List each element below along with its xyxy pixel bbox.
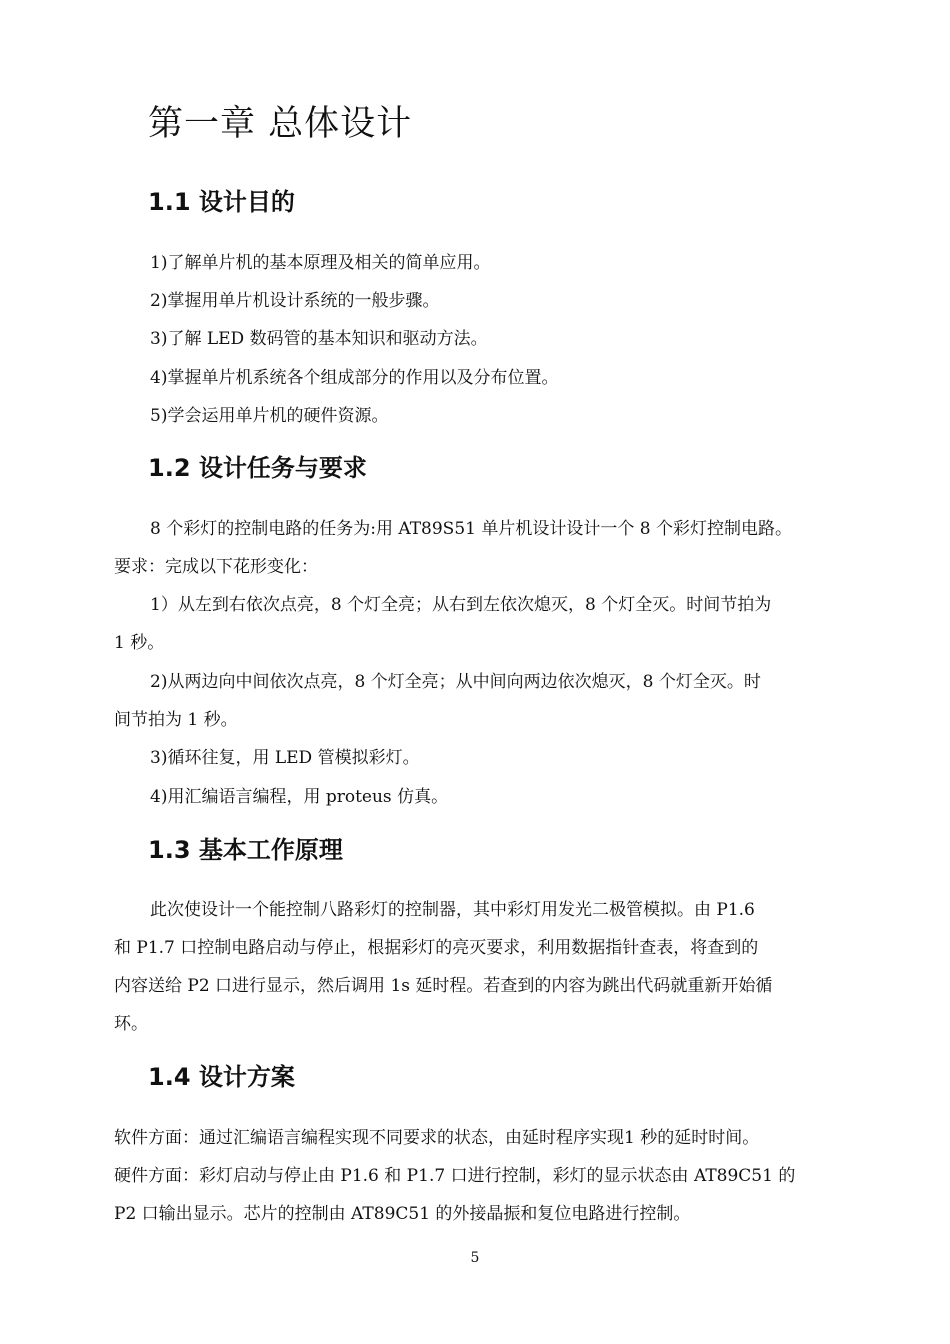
paragraph-line: 和 P1.7 口控制电路启动与停止，根据彩灯的亮灭要求，利用数据指针查表，将查到的 bbox=[114, 938, 759, 958]
paragraph-line: 4)用汇编语言编程，用 proteus 仿真。 bbox=[150, 787, 449, 807]
paragraph-line: 3)了解 LED 数码管的基本知识和驱动方法。 bbox=[150, 329, 488, 349]
paragraph-line: 1)了解单片机的基本原理及相关的简单应用。 bbox=[150, 253, 491, 273]
paragraph-line: 2)从两边向中间依次点亮，8 个灯全亮；从中间向两边依次熄灭，8 个灯全灭。时 bbox=[150, 672, 761, 692]
paragraph-line: 2)掌握用单片机设计系统的一般步骤。 bbox=[150, 291, 440, 311]
chapter-title: 第一章 总体设计 bbox=[148, 104, 413, 144]
paragraph-line: 1 秒。 bbox=[114, 633, 165, 653]
section-heading-1-1: 1.1 设计目的 bbox=[148, 188, 295, 216]
paragraph-line: 软件方面：通过汇编语言编程实现不同要求的状态，由延时程序实现1 秒的延时时间。 bbox=[114, 1128, 760, 1148]
paragraph-line: 环。 bbox=[114, 1014, 148, 1034]
paragraph-line: P2 口输出显示。芯片的控制由 AT89C51 的外接晶振和复位电路进行控制。 bbox=[114, 1204, 691, 1224]
paragraph-line: 1）从左到右依次点亮，8 个灯全亮；从右到左依次熄灭，8 个灯全灭。时间节拍为 bbox=[150, 595, 772, 615]
paragraph-line: 间节拍为 1 秒。 bbox=[114, 710, 238, 730]
section-heading-1-3: 1.3 基本工作原理 bbox=[148, 836, 343, 864]
paragraph-line: 5)学会运用单片机的硬件资源。 bbox=[150, 406, 389, 426]
paragraph-line: 硬件方面：彩灯启动与停止由 P1.6 和 P1.7 口进行控制，彩灯的显示状态由 AT89C51 的 bbox=[114, 1166, 796, 1186]
paragraph-line: 4)掌握单片机系统各个组成部分的作用以及分布位置。 bbox=[150, 368, 559, 388]
page-number: 5 bbox=[470, 1250, 480, 1266]
paragraph-line: 8 个彩灯的控制电路的任务为:用 AT89S51 单片机设计设计一个 8 个彩灯控制电路。 bbox=[150, 519, 792, 539]
paragraph-line: 3)循环往复，用 LED 管模拟彩灯。 bbox=[150, 748, 420, 768]
paragraph-line: 此次使设计一个能控制八路彩灯的控制器，其中彩灯用发光二极管模拟。由 P1.6 bbox=[150, 900, 755, 920]
paragraph-line: 内容送给 P2 口进行显示，然后调用 1s 延时程。若查到的内容为跳出代码就重新开始循 bbox=[114, 976, 773, 996]
section-heading-1-2: 1.2 设计任务与要求 bbox=[148, 454, 367, 482]
section-heading-1-4: 1.4 设计方案 bbox=[148, 1063, 295, 1091]
paragraph-line: 要求：完成以下花形变化： bbox=[114, 557, 318, 577]
